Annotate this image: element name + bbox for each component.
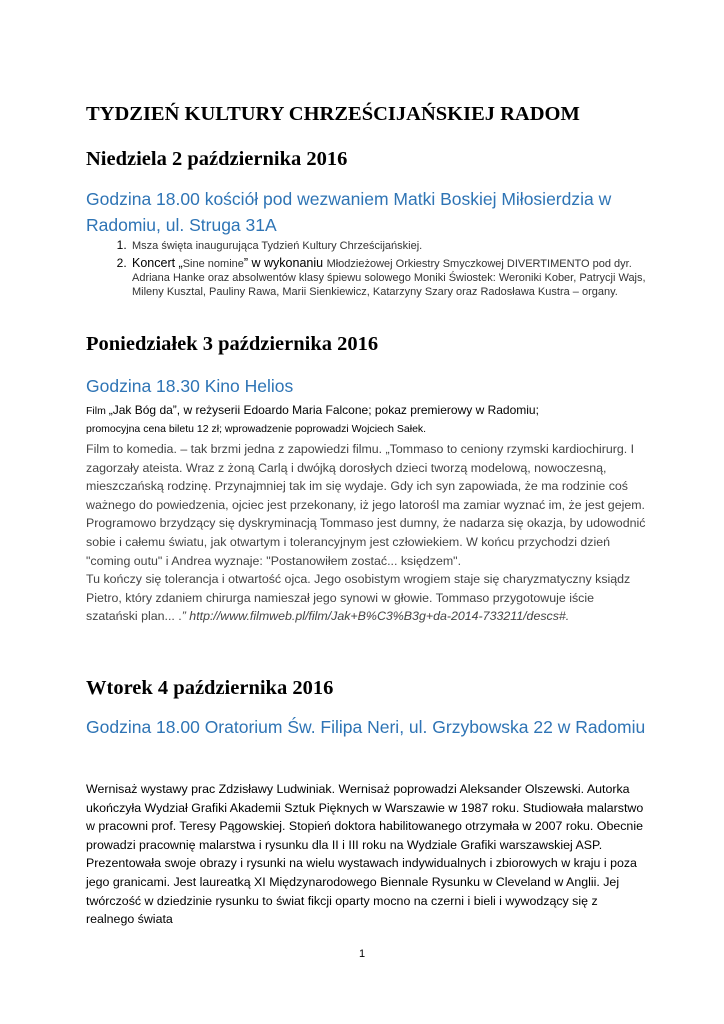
day1-heading: Niedziela 2 października 2016	[86, 148, 348, 170]
exhibition-description: Wernisaż wystawy prac Zdzisławy Ludwiniak. Wernisaż poprowadzi Aleksander Olszewski. Autorka ukończyła Wydział Grafiki Akademii Sztuk Pięknych w Warszawie w 1987 roku. Studiowała malarstwo w pracowni prof. Teresy Pągowskiej. Stopień doktora habilitowanego otrzymała w 2007 roku. Obecnie prowadzi pracownię malarstwa i rysunku dla II i III roku na Wydziale Grafiki warszawskiej ASP. Prezentowała swoje obrazy i rysunki na wielu wystawach indywidualnych i zbiorowych w kraju i poza jego granicami. Jest laureatką XI Międzynarodowego Biennale Rysunku w Cleveland w Anglii. Jej twórczość w dziedzinie rysunku to świat fikcji oparty mocno na czerni i bieli i wywodzący się z realnego świata	[86, 782, 644, 927]
document-title: TYDZIEŃ KULTURY CHRZEŚCIJAŃSKIEJ RADOM	[86, 103, 580, 125]
film-info: Film „Jak Bóg da”, w reżyserii Edoardo Maria Falcone; pokaz premierowy w Radomiu; promocyjna cena biletu 12 zł; wprowadzenie poprowadzi Wojciech Sałek.	[86, 403, 539, 435]
day3-heading: Wtorek 4 października 2016	[86, 677, 334, 699]
page-number: 1	[358, 948, 366, 960]
day2-heading: Poniedziałek 3 października 2016	[86, 333, 379, 355]
list-item: 2. Koncert „Sine nomine” w wykonaniu Młodzieżowej Orkiestry Smyczkowej DIVERTIMENTO pod dyr. Adriana Hanke oraz absolwentów klasy śpiewu solowego Moniki Świostek: Weroniki Kober, Patrycji Wajs, Mileny Kusztal, Pauliny Rawa, Marii Sienkiewicz, Katarzyny Szary oraz Radosława Kustra – organy.	[130, 256, 670, 299]
list-item: 1. Msza święta inaugurująca Tydzień Kultury Chrześcijańskiej.	[130, 238, 670, 253]
day2-venue: Godzina 18.30 Kino Helios	[86, 376, 294, 396]
film-description: Film to komedia. – tak brzmi jedna z zapowiedzi filmu. „Tommaso to ceniony rzymski kardiochirurg. I zagorzały ateista. Wraz z żoną Carlą i dwójką dorosłych dzieci tworzą modelową, nowoczesną, mieszczańską rodzinę. Przynajmniej tak im się wydaje. Gdy ich syn zapowiada, że ma rodzinie coś ważnego do powiedzenia, ojciec jest przekonany, iż jego latorośl ma zamiar wyznać im, że jest gejem. Programowo brzydzący się dyskryminacją Tommaso jest dumny, że nadarza się okazja, by udowodnić sobie i całemu światu, jak otwartym i tolerancyjnym jest człowiekiem. W końcu przychodzi dzień "coming outu" i Andrea wyznaje: "Postanowiłem zostać... księdzem". Tu kończy się tolerancja i otwartość ojca. Jego osobistym wrogiem staje się charyzmatyczny ksiądz Pietro, który zdaniem chirurga namieszał jego synowi w głowie. Tommaso przygotowuje iście szatański plan... .” http://www.filmweb.pl/film/Jak+B%C3%B3g+da-2014-733211/descs#.	[86, 442, 646, 624]
day3-venue: Godzina 18.00 Oratorium Św. Filipa Neri, ul. Grzybowska 22 w Radomiu	[86, 717, 646, 737]
day1-program-list	[106, 238, 670, 302]
day1-venue: Godzina 18.00 kościół pod wezwaniem Matki Boskiej Miłosierdzia w Radomiu, ul. Struga 31A	[86, 189, 612, 235]
